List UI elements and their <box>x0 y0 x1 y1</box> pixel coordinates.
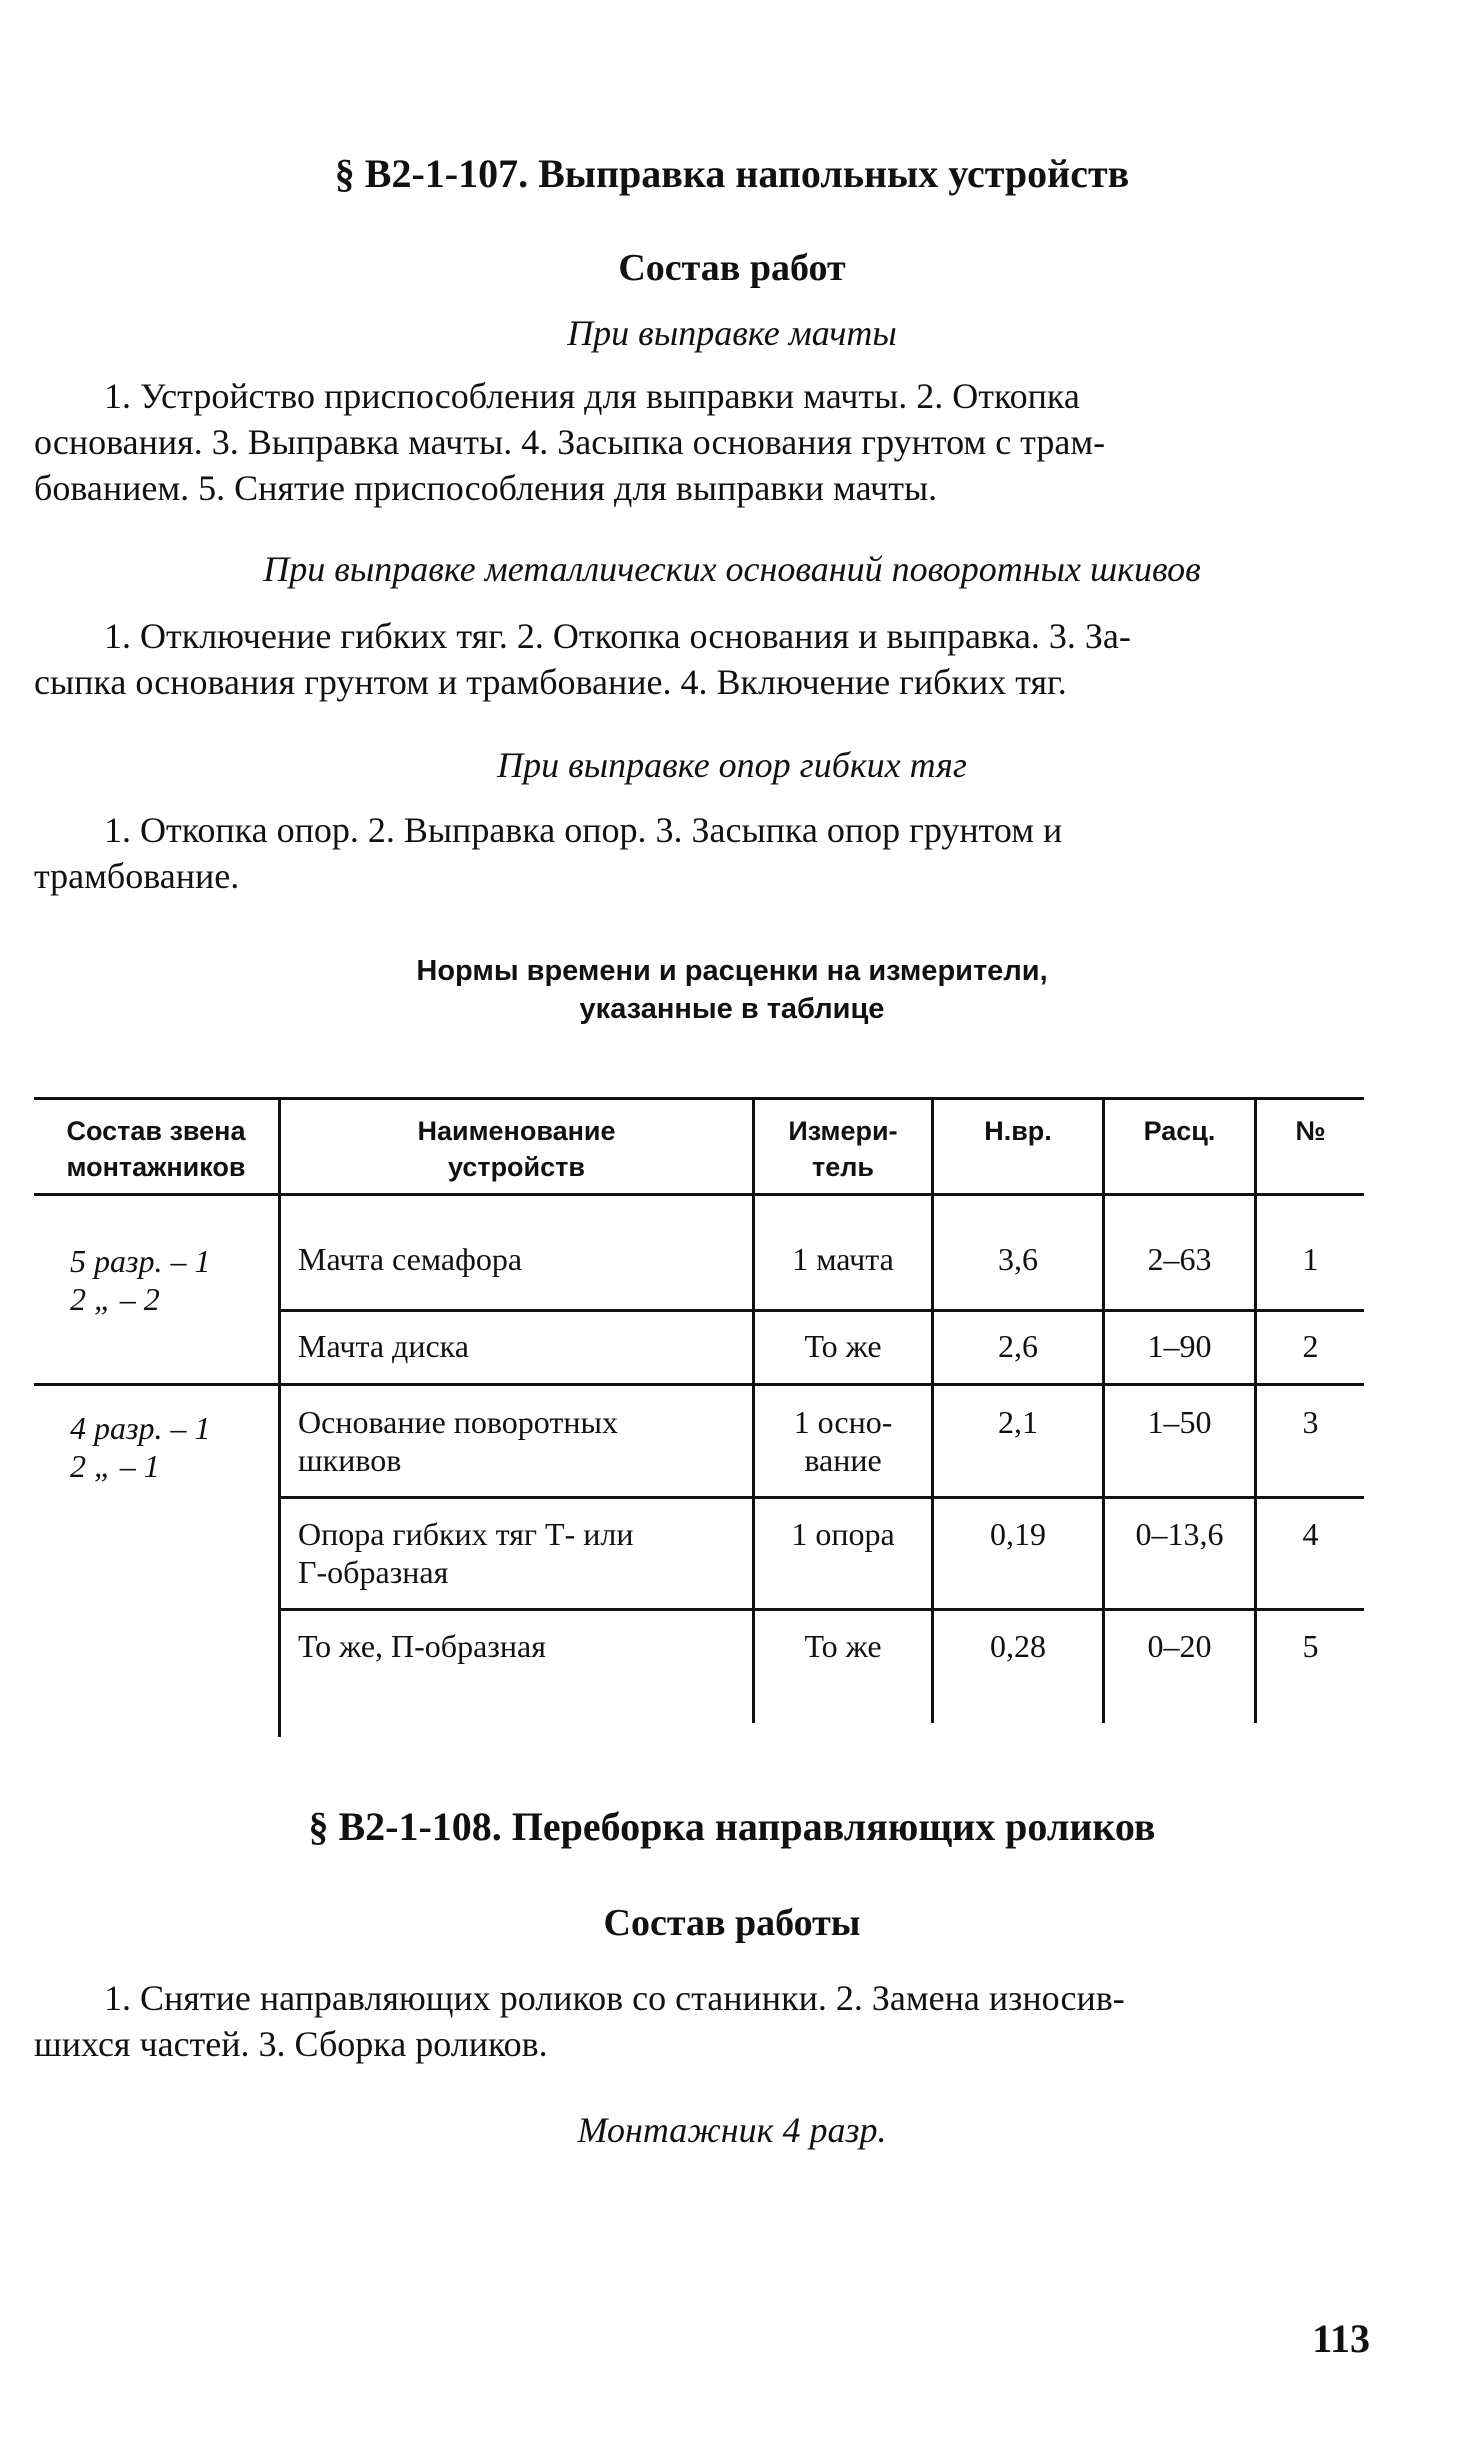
row-3-norm: 2,1 <box>998 1404 1038 1440</box>
table-group-rule <box>34 1383 1364 1386</box>
pulleys-line-2: сыпка основания грунтом и трамбование. 4. Включение гибких тяг. <box>34 662 1067 702</box>
pulleys-line-1: 1. Отключение гибких тяг. 2. Откопка основания и выправка. 3. За- <box>104 616 1131 656</box>
pulleys-heading: При выправке металлических оснований поворотных шкивов <box>263 549 1201 589</box>
row-5-unit: То же <box>804 1628 882 1664</box>
table-row-rule-4 <box>278 1608 1364 1611</box>
crew-group-2: 4 разр. – 1 2 „ – 1 <box>70 1410 211 1484</box>
table-row-rule-1 <box>278 1309 1364 1312</box>
s108-line-1: 1. Снятие направляющих роликов со станинки. 2. Замена износив- <box>104 1978 1125 2018</box>
supports-line-1: 1. Откопка опор. 2. Выправка опор. 3. Засыпка опор грунтом и <box>104 810 1063 850</box>
table-top-rule <box>34 1097 1364 1100</box>
header-unit: Измери- тель <box>788 1116 898 1182</box>
mast-line-2: основания. 3. Выправка мачты. 4. Засыпка основания грунтом с трам- <box>34 422 1106 462</box>
mast-heading: При выправке мачты <box>567 313 897 353</box>
s108-paragraph <box>34 1975 1364 2067</box>
row-4-num: 4 <box>1302 1516 1319 1552</box>
row-4-device: Опора гибких тяг Т- или Г-образная <box>298 1516 634 1590</box>
row-3-unit: 1 осно- вание <box>793 1404 893 1478</box>
composition-title-107: Состав работ <box>618 247 846 289</box>
mast-paragraph <box>34 373 1364 511</box>
row-2-rate: 1–90 <box>1147 1328 1212 1364</box>
row-1-device: Мачта семафора <box>298 1241 523 1277</box>
supports-line-2: трамбование. <box>34 856 240 896</box>
row-2-device: Мачта диска <box>298 1328 469 1364</box>
mast-line-3: бованием. 5. Снятие приспособления для выправки мачты. <box>34 468 938 508</box>
header-norm: Н.вр. <box>984 1116 1052 1146</box>
worker-rank: Монтажник 4 разр. <box>577 2110 887 2150</box>
row-3-num: 3 <box>1302 1404 1319 1440</box>
crew-group-1: 5 разр. – 1 2 „ – 2 <box>70 1243 211 1317</box>
supports-paragraph <box>34 807 1364 899</box>
section-title-108: § В2-1-108. Переборка направляющих роликов <box>308 1804 1156 1849</box>
row-2-unit: То же <box>804 1328 882 1364</box>
row-3-rate: 1–50 <box>1147 1404 1212 1440</box>
row-1-rate: 2–63 <box>1147 1241 1212 1277</box>
pulleys-paragraph <box>34 613 1364 705</box>
s108-line-2: шихся частей. 3. Сборка роликов. <box>34 2024 548 2064</box>
row-4-unit: 1 опора <box>791 1516 895 1552</box>
mast-line-1: 1. Устройство приспособления для выправки мачты. 2. Откопка <box>104 376 1080 416</box>
row-1-num: 1 <box>1302 1241 1319 1277</box>
row-4-norm: 0,19 <box>990 1516 1046 1552</box>
row-4-rate: 0–13,6 <box>1135 1516 1224 1552</box>
norms-table <box>34 1097 1364 1737</box>
section-title-107: § В2-1-107. Выправка напольных устройств <box>334 151 1130 196</box>
table-row-rule-3 <box>278 1496 1364 1499</box>
row-5-rate: 0–20 <box>1147 1628 1212 1664</box>
row-2-num: 2 <box>1302 1328 1319 1364</box>
table-caption-line-2: указанные в таблице <box>579 993 885 1025</box>
composition-title-108: Состав работы <box>603 1902 861 1944</box>
page-number: 113 <box>1312 2316 1370 2361</box>
header-rate: Расц. <box>1143 1116 1216 1146</box>
row-5-norm: 0,28 <box>990 1628 1046 1664</box>
header-num: № <box>1295 1116 1326 1146</box>
row-3-device: Основание поворотных шкивов <box>298 1404 618 1478</box>
header-crew: Состав звена монтажников <box>66 1116 246 1182</box>
row-1-unit: 1 мачта <box>792 1241 894 1277</box>
table-header-rule <box>34 1193 1364 1196</box>
row-5-num: 5 <box>1302 1628 1319 1664</box>
row-5-device: То же, П-образная <box>298 1628 546 1664</box>
header-device: Наименование устройств <box>417 1116 616 1182</box>
table-caption-line-1: Нормы времени и расценки на измерители, <box>416 955 1048 987</box>
row-2-norm: 2,6 <box>998 1328 1038 1364</box>
supports-heading: При выправке опор гибких тяг <box>497 745 967 785</box>
row-1-norm: 3,6 <box>998 1241 1038 1277</box>
